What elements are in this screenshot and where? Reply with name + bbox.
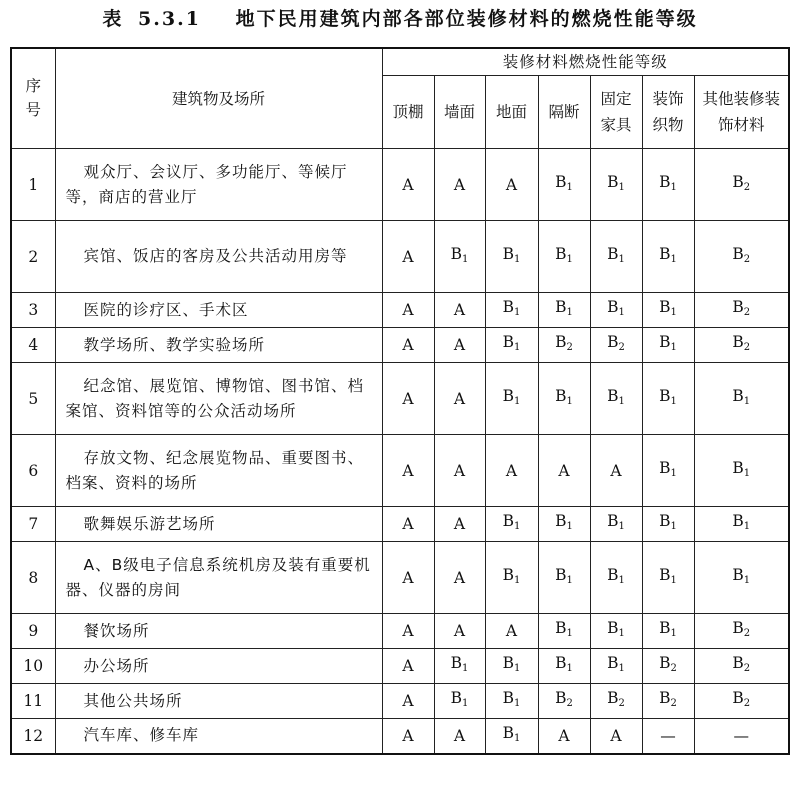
- header-wall: [434, 76, 485, 149]
- grade-wall: [434, 719, 485, 754]
- grade-subscript: 1: [670, 342, 677, 353]
- grade-letter: B: [555, 512, 567, 530]
- grade-fixed-furniture: [590, 293, 642, 328]
- grade-subscript: 1: [514, 574, 521, 586]
- grade-subscript: 1: [618, 521, 625, 532]
- grade-letter: B: [732, 689, 744, 707]
- grade-letter: B: [555, 386, 567, 405]
- grade-subscript: 1: [618, 181, 625, 193]
- grade-letter: B: [659, 619, 671, 637]
- grade-letter: A: [402, 657, 414, 675]
- grade-subscript: 1: [566, 307, 573, 318]
- header-no: [11, 48, 55, 149]
- grade-letter: B: [555, 298, 567, 316]
- grade-letter: A: [402, 389, 414, 408]
- grade-subscript: 2: [743, 628, 751, 639]
- grade-subscript: 1: [566, 253, 573, 265]
- grade-partition: [538, 435, 590, 507]
- grade-wall: [434, 684, 485, 719]
- table-row: [11, 149, 789, 221]
- grade-letter: B: [607, 386, 619, 405]
- grade-subscript: 2: [618, 698, 625, 709]
- grade-letter: B: [732, 654, 744, 672]
- grade-fixed-furniture: [590, 328, 642, 363]
- table-row: [11, 614, 789, 649]
- header-other-materials-label: 其他装修装饰材料: [702, 90, 781, 134]
- row-number: 8: [11, 542, 55, 614]
- grade-letter: B: [555, 244, 567, 263]
- grade-letter: A: [453, 515, 466, 533]
- building-name: [55, 435, 382, 507]
- header-no-label: 序号: [25, 77, 42, 119]
- row-number: 6: [11, 435, 55, 507]
- grade-decorative-fabric: [642, 542, 694, 614]
- fire-rating-table: [10, 47, 790, 755]
- grade-wall: [434, 614, 485, 649]
- grade-floor: [485, 435, 538, 507]
- header-ceiling: [382, 76, 434, 149]
- grade-ceiling: [382, 363, 434, 435]
- grade-letter: B: [502, 298, 514, 316]
- building-name-text: 存放文物、纪念展览物品、重要图书、档案、资料的场所: [65, 448, 365, 492]
- grade-subscript: 1: [566, 181, 573, 193]
- grade-letter: B: [450, 654, 462, 672]
- grade-floor: [485, 614, 538, 649]
- grade-ceiling: [382, 614, 434, 649]
- grade-subscript: 2: [743, 307, 751, 318]
- grade-letter: B: [659, 654, 671, 672]
- grade-subscript: 1: [670, 395, 677, 407]
- header-grade-group: [382, 48, 789, 76]
- grade-subscript: 1: [670, 181, 677, 193]
- grade-letter: A: [402, 622, 414, 640]
- grade-letter: B: [732, 458, 744, 477]
- grade-subscript: 2: [743, 342, 751, 353]
- grade-letter: B: [732, 244, 744, 263]
- grade-subscript: 1: [566, 663, 573, 674]
- grade-letter: B: [502, 386, 514, 405]
- grade-wall: [434, 149, 485, 221]
- table-title: [0, 4, 800, 31]
- grade-subscript: 1: [514, 342, 521, 353]
- grade-subscript: 1: [514, 732, 521, 744]
- header-building: [55, 48, 382, 149]
- building-name-text: 餐饮场所: [83, 621, 150, 640]
- grade-fixed-furniture: [590, 542, 642, 614]
- grade-letter: A: [402, 301, 414, 319]
- grade-partition: [538, 149, 590, 221]
- header-decorative-fabric: [642, 76, 694, 149]
- grade-subscript: 1: [670, 574, 677, 586]
- row-number: 4: [11, 328, 55, 363]
- grade-subscript: 1: [514, 663, 521, 674]
- grade-letter: —: [733, 726, 750, 745]
- grade-fixed-furniture: [590, 507, 642, 542]
- header-row-top: [11, 48, 789, 76]
- table-title-number: 5.3.1: [138, 8, 201, 30]
- grade-floor: [485, 363, 538, 435]
- building-name: [55, 149, 382, 221]
- grade-letter: A: [402, 461, 414, 480]
- grade-letter: B: [555, 689, 567, 707]
- row-number: 11: [11, 684, 55, 719]
- grade-ceiling: [382, 684, 434, 719]
- grade-ceiling: [382, 328, 434, 363]
- grade-floor: [485, 221, 538, 293]
- grade-fixed-furniture: [590, 649, 642, 684]
- building-name: [55, 614, 382, 649]
- grade-letter: B: [659, 565, 671, 584]
- grade-partition: [538, 363, 590, 435]
- table-row: [11, 435, 789, 507]
- grade-subscript: 1: [462, 253, 469, 265]
- grade-letter: B: [659, 458, 671, 477]
- grade-letter: B: [732, 565, 744, 584]
- grade-other-materials: [694, 435, 789, 507]
- header-floor-label: 地面: [495, 103, 527, 121]
- grade-subscript: 1: [618, 628, 625, 639]
- building-name: [55, 719, 382, 754]
- grade-subscript: 1: [514, 521, 521, 532]
- grade-subscript: 1: [618, 307, 625, 318]
- building-name: [55, 542, 382, 614]
- grade-other-materials: [694, 363, 789, 435]
- grade-subscript: 2: [743, 698, 751, 709]
- building-name-text: A、B级电子信息系统机房及装有重要机器、仪器的房间: [65, 555, 371, 599]
- grade-ceiling: [382, 719, 434, 754]
- grade-other-materials: [694, 507, 789, 542]
- grade-floor: [485, 507, 538, 542]
- grade-letter: B: [555, 172, 567, 191]
- grade-subscript: 1: [670, 628, 677, 639]
- grade-subscript: 1: [743, 521, 751, 532]
- table-row: [11, 221, 789, 293]
- grade-decorative-fabric: [642, 649, 694, 684]
- grade-subscript: 1: [743, 467, 751, 479]
- grade-letter: B: [502, 333, 514, 351]
- grade-fixed-furniture: [590, 719, 642, 754]
- header-other-materials: [694, 76, 789, 149]
- grade-fixed-furniture: [590, 435, 642, 507]
- grade-letter: B: [732, 172, 744, 191]
- grade-fixed-furniture: [590, 149, 642, 221]
- grade-subscript: 1: [462, 698, 469, 709]
- table-row: [11, 507, 789, 542]
- grade-letter: B: [659, 689, 671, 707]
- grade-subscript: 1: [743, 574, 751, 586]
- header-ceiling-label: 顶棚: [392, 103, 424, 121]
- building-name-text: 其他公共场所: [83, 691, 183, 710]
- grade-fixed-furniture: [590, 684, 642, 719]
- header-wall-label: 墙面: [443, 103, 475, 121]
- grade-ceiling: [382, 293, 434, 328]
- grade-letter: B: [659, 512, 671, 530]
- grade-letter: B: [607, 333, 619, 351]
- building-name: [55, 221, 382, 293]
- grade-letter: A: [453, 389, 466, 408]
- row-number: 10: [11, 649, 55, 684]
- grade-decorative-fabric: [642, 684, 694, 719]
- grade-other-materials: [694, 649, 789, 684]
- building-name: [55, 328, 382, 363]
- grade-letter: B: [659, 386, 671, 405]
- building-name-text: 办公场所: [83, 656, 150, 675]
- grade-letter: A: [505, 622, 518, 640]
- grade-letter: B: [555, 333, 567, 351]
- grade-subscript: 1: [670, 521, 677, 532]
- grade-subscript: 2: [670, 698, 677, 709]
- grade-other-materials: [694, 719, 789, 754]
- grade-ceiling: [382, 435, 434, 507]
- grade-letter: A: [558, 726, 570, 745]
- grade-letter: B: [659, 172, 671, 191]
- grade-partition: [538, 614, 590, 649]
- grade-wall: [434, 363, 485, 435]
- grade-wall: [434, 649, 485, 684]
- grade-decorative-fabric: [642, 719, 694, 754]
- grade-letter: B: [502, 654, 514, 672]
- grade-subscript: 1: [618, 253, 625, 265]
- grade-letter: B: [732, 619, 744, 637]
- building-name-text: 纪念馆、展览馆、博物馆、图书馆、档案馆、资料馆等的公众活动场所: [65, 376, 365, 420]
- grade-decorative-fabric: [642, 614, 694, 649]
- grade-partition: [538, 328, 590, 363]
- grade-decorative-fabric: [642, 293, 694, 328]
- grade-ceiling: [382, 542, 434, 614]
- table-row: [11, 649, 789, 684]
- grade-partition: [538, 221, 590, 293]
- grade-letter: B: [607, 244, 619, 263]
- table-row: [11, 363, 789, 435]
- grade-letter: A: [558, 461, 570, 480]
- grade-ceiling: [382, 221, 434, 293]
- building-name: [55, 507, 382, 542]
- grade-letter: B: [607, 654, 619, 672]
- grade-subscript: 1: [462, 663, 469, 674]
- grade-floor: [485, 149, 538, 221]
- grade-floor: [485, 293, 538, 328]
- grade-letter: A: [402, 336, 414, 354]
- grade-letter: B: [502, 565, 514, 584]
- grade-fixed-furniture: [590, 614, 642, 649]
- grade-partition: [538, 684, 590, 719]
- grade-wall: [434, 542, 485, 614]
- grade-letter: A: [453, 622, 466, 640]
- grade-subscript: 2: [670, 663, 677, 674]
- grade-letter: A: [610, 726, 622, 745]
- grade-floor: [485, 649, 538, 684]
- grade-subscript: 1: [618, 663, 625, 674]
- grade-subscript: 2: [618, 342, 625, 353]
- grade-letter: B: [659, 298, 671, 316]
- grade-ceiling: [382, 507, 434, 542]
- table-row: [11, 542, 789, 614]
- grade-letter: A: [402, 175, 414, 194]
- grade-subscript: 1: [618, 395, 625, 407]
- grade-letter: B: [607, 512, 619, 530]
- grade-letter: B: [607, 172, 619, 191]
- grade-ceiling: [382, 149, 434, 221]
- grade-letter: B: [450, 689, 462, 707]
- building-name-text: 教学场所、教学实验场所: [83, 335, 266, 354]
- grade-letter: B: [607, 298, 619, 316]
- grade-letter: A: [453, 568, 466, 587]
- grade-letter: B: [607, 689, 619, 707]
- grade-letter: B: [732, 333, 744, 351]
- grade-fixed-furniture: [590, 221, 642, 293]
- grade-letter: A: [505, 175, 518, 194]
- grade-subscript: 1: [514, 253, 521, 265]
- grade-subscript: 1: [566, 395, 573, 407]
- table-row: [11, 719, 789, 754]
- grade-letter: B: [502, 689, 514, 707]
- grade-letter: A: [453, 461, 466, 480]
- grade-letter: A: [610, 461, 622, 480]
- grade-letter: —: [660, 726, 676, 745]
- grade-partition: [538, 719, 590, 754]
- grade-subscript: 1: [670, 253, 677, 265]
- grade-floor: [485, 542, 538, 614]
- grade-decorative-fabric: [642, 435, 694, 507]
- grade-subscript: 1: [670, 307, 677, 318]
- grade-letter: B: [555, 565, 567, 584]
- table-row: [11, 293, 789, 328]
- grade-other-materials: [694, 293, 789, 328]
- grade-other-materials: [694, 614, 789, 649]
- row-number: 12: [11, 719, 55, 754]
- grade-letter: B: [502, 512, 514, 530]
- grade-decorative-fabric: [642, 507, 694, 542]
- grade-floor: [485, 719, 538, 754]
- grade-decorative-fabric: [642, 328, 694, 363]
- building-name-text: 观众厅、会议厅、多功能厅、等候厅等，商店的营业厅: [65, 162, 348, 206]
- grade-letter: B: [555, 619, 567, 637]
- building-name: [55, 293, 382, 328]
- row-number: 1: [11, 149, 55, 221]
- grade-other-materials: [694, 684, 789, 719]
- grade-subscript: 1: [566, 628, 573, 639]
- table-title-prefix: 表: [102, 8, 124, 30]
- grade-wall: [434, 435, 485, 507]
- grade-wall: [434, 221, 485, 293]
- building-name: [55, 363, 382, 435]
- grade-partition: [538, 542, 590, 614]
- grade-letter: B: [732, 386, 744, 405]
- grade-decorative-fabric: [642, 363, 694, 435]
- row-number: 5: [11, 363, 55, 435]
- header-fixed-furniture: [590, 76, 642, 149]
- grade-other-materials: [694, 328, 789, 363]
- building-name: [55, 649, 382, 684]
- grade-partition: [538, 293, 590, 328]
- grade-letter: A: [402, 692, 414, 710]
- grade-letter: B: [659, 244, 671, 263]
- grade-letter: A: [453, 336, 466, 354]
- grade-letter: A: [402, 568, 414, 587]
- table-body: [11, 149, 789, 754]
- table-title-text: 地下民用建筑内部各部位装修材料的燃烧性能等级: [235, 8, 698, 30]
- grade-subscript: 2: [743, 181, 751, 193]
- grade-letter: B: [502, 244, 514, 263]
- grade-letter: B: [607, 565, 619, 584]
- header-floor: [485, 76, 538, 149]
- row-number: 3: [11, 293, 55, 328]
- header-grade-group-label: 装修材料燃烧性能等级: [502, 53, 668, 71]
- grade-letter: A: [402, 247, 414, 266]
- grade-fixed-furniture: [590, 363, 642, 435]
- grade-letter: B: [555, 654, 567, 672]
- grade-wall: [434, 328, 485, 363]
- building-name-text: 医院的诊疗区、手术区: [83, 300, 249, 319]
- grade-letter: A: [453, 175, 466, 194]
- grade-subscript: 1: [514, 698, 521, 709]
- grade-letter: B: [732, 512, 744, 530]
- grade-letter: A: [505, 461, 518, 480]
- header-fixed-furniture-label: 固定家具: [600, 90, 632, 134]
- header-partition-label: 隔断: [548, 103, 580, 121]
- header-building-label: 建筑物及场所: [171, 89, 265, 108]
- grade-subscript: 1: [670, 467, 677, 479]
- grade-subscript: 2: [743, 663, 751, 674]
- building-name-text: 宾馆、饭店的客房及公共活动用房等: [83, 247, 348, 265]
- grade-decorative-fabric: [642, 149, 694, 221]
- grade-subscript: 1: [566, 521, 573, 532]
- grade-wall: [434, 293, 485, 328]
- grade-letter: A: [402, 726, 414, 745]
- grade-subscript: 1: [514, 395, 521, 407]
- grade-letter: B: [450, 244, 462, 263]
- grade-subscript: 1: [514, 307, 521, 318]
- row-number: 2: [11, 221, 55, 293]
- grade-subscript: 1: [743, 395, 751, 407]
- grade-partition: [538, 507, 590, 542]
- row-number: 9: [11, 614, 55, 649]
- grade-floor: [485, 684, 538, 719]
- row-number: 7: [11, 507, 55, 542]
- building-name-text: 歌舞娱乐游艺场所: [83, 514, 216, 533]
- grade-subscript: 1: [618, 574, 625, 586]
- grade-subscript: 2: [743, 253, 751, 265]
- building-name-text: 汽车库、修车库: [83, 726, 200, 745]
- grade-letter: A: [453, 726, 466, 745]
- header-decorative-fabric-label: 装饰织物: [652, 90, 684, 134]
- grade-letter: A: [402, 515, 414, 533]
- grade-subscript: 2: [566, 698, 573, 709]
- grade-partition: [538, 649, 590, 684]
- grade-letter: B: [502, 723, 514, 742]
- grade-other-materials: [694, 542, 789, 614]
- table-row: [11, 684, 789, 719]
- header-partition: [538, 76, 590, 149]
- grade-letter: A: [453, 301, 466, 319]
- grade-decorative-fabric: [642, 221, 694, 293]
- grade-ceiling: [382, 649, 434, 684]
- grade-subscript: 2: [566, 342, 573, 353]
- grade-letter: B: [607, 619, 619, 637]
- grade-letter: B: [659, 333, 671, 351]
- table-row: [11, 328, 789, 363]
- grade-wall: [434, 507, 485, 542]
- grade-floor: [485, 328, 538, 363]
- grade-other-materials: [694, 149, 789, 221]
- grade-subscript: 1: [566, 574, 573, 586]
- grade-other-materials: [694, 221, 789, 293]
- grade-letter: B: [732, 298, 744, 316]
- building-name: [55, 684, 382, 719]
